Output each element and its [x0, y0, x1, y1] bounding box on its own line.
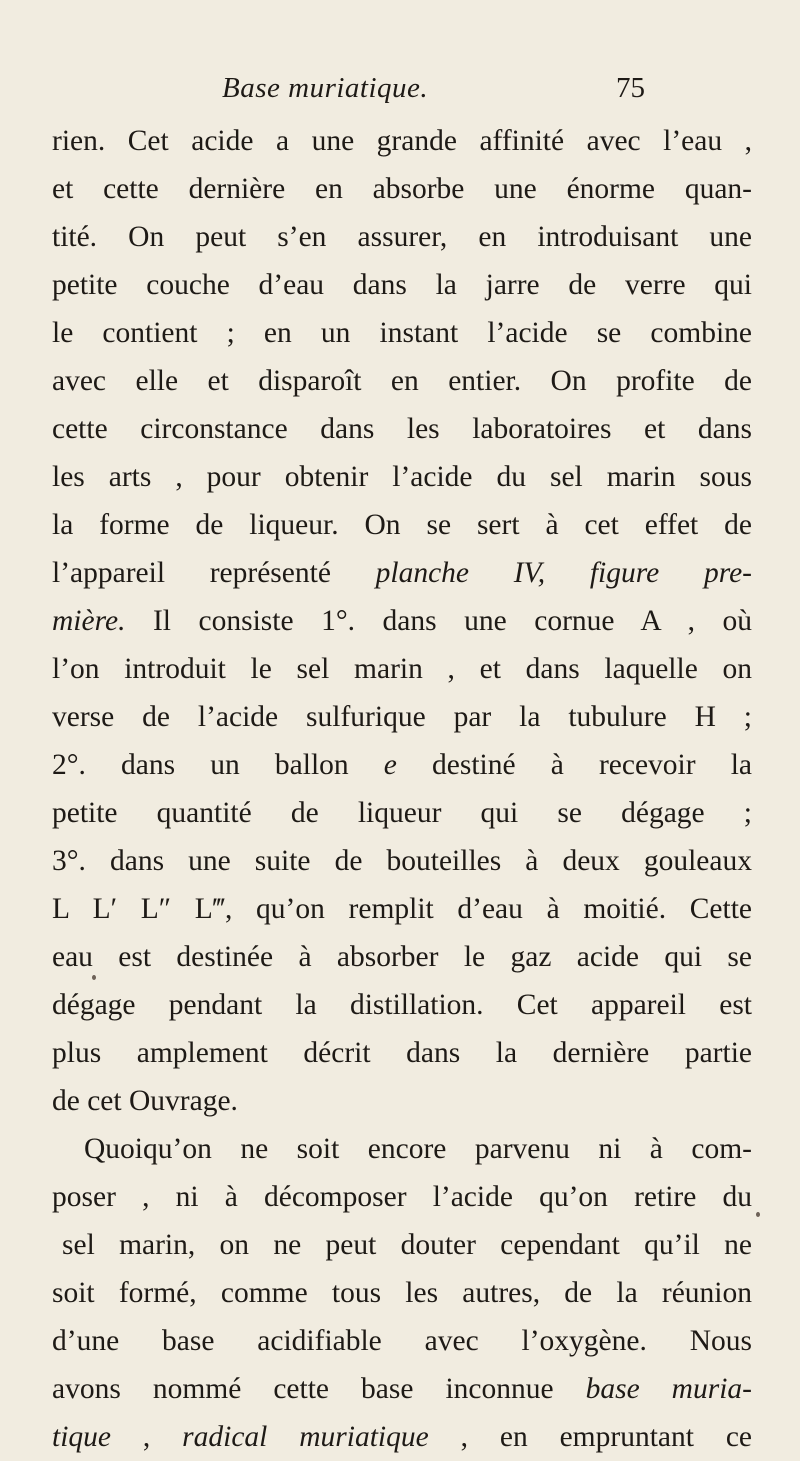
text-line — [52, 1221, 752, 1269]
text-segment: dégage pendant la distillation. Cet appareil est — [52, 989, 752, 1021]
text-segment: eau est destinée à absorber le gaz acide qui se — [52, 941, 752, 973]
text-segment: plus amplement décrit dans la dernière partie — [52, 1037, 752, 1069]
italic-text: base muria- — [585, 1373, 752, 1405]
text-line — [52, 645, 752, 693]
ink-speck — [756, 1212, 760, 1217]
text-line — [52, 1029, 752, 1077]
text-segment: les arts , pour obtenir l’acide du sel marin sous — [52, 461, 752, 493]
running-head: Base muriatique. — [222, 72, 429, 104]
text-segment: Il consiste 1°. dans une cornue A , où — [125, 605, 752, 637]
ink-speck — [92, 975, 96, 980]
text-segment: Quoiqu’on ne soit encore parvenu ni à com- — [84, 1133, 752, 1165]
text-segment: sel marin, on ne peut douter cependant qu’il ne — [62, 1229, 752, 1261]
text-segment: petite quantité de liqueur qui se dégage ; — [52, 797, 752, 829]
text-segment: l’on introduit le sel marin , et dans laquelle on — [52, 653, 752, 685]
text-segment: , — [111, 1421, 183, 1453]
text-line — [52, 213, 752, 261]
italic-text: radical muriatique — [182, 1421, 429, 1453]
text-line — [52, 1413, 752, 1461]
text-segment: cette circonstance dans les laboratoires et dans — [52, 413, 752, 445]
text-segment: 2°. dans un ballon — [52, 749, 384, 781]
text-segment: avons nommé cette base inconnue — [52, 1373, 586, 1405]
text-line — [52, 549, 752, 597]
text-line — [52, 1125, 752, 1173]
text-segment: tité. On peut s’en assurer, en introduisant une — [52, 221, 752, 253]
text-line — [52, 837, 752, 885]
text-line — [52, 1269, 752, 1317]
text-line — [52, 789, 752, 837]
italic-text: mière. — [52, 605, 126, 637]
text-line — [52, 885, 752, 933]
text-line — [52, 453, 752, 501]
text-line — [52, 501, 752, 549]
text-segment: d’une base acidifiable avec l’oxygène. Nous — [52, 1325, 752, 1357]
text-line — [52, 933, 752, 981]
body-text — [52, 117, 752, 1461]
text-line — [52, 741, 752, 789]
text-segment: avec elle et disparoît en entier. On profite de — [52, 365, 752, 397]
text-segment: l’appareil représenté — [52, 557, 376, 589]
text-line — [52, 693, 752, 741]
text-segment: poser , ni à décomposer l’acide qu’on retire du — [52, 1181, 752, 1213]
text-line — [52, 1317, 752, 1365]
text-segment: et cette dernière en absorbe une énorme quan- — [52, 173, 752, 205]
text-segment: verse de l’acide sulfurique par la tubulure H ; — [52, 701, 752, 733]
text-segment: 3°. dans une suite de bouteilles à deux gouleaux — [52, 845, 752, 877]
italic-text: tique — [52, 1421, 111, 1453]
text-line — [52, 357, 752, 405]
text-line — [52, 597, 752, 645]
text-line — [52, 405, 752, 453]
text-line — [52, 1077, 752, 1125]
text-segment: la forme de liqueur. On se sert à cet effet de — [52, 509, 752, 541]
text-segment: rien. Cet acide a une grande affinité avec l’eau , — [52, 125, 752, 157]
text-segment: L L′ L″ L‴, qu’on remplit d’eau à moitié. Cette — [52, 893, 752, 925]
page-number: 75 — [616, 72, 645, 104]
text-segment: destiné à recevoir la — [396, 749, 752, 781]
text-line — [52, 165, 752, 213]
text-segment: de cet Ouvrage. — [52, 1085, 238, 1117]
italic-text: planche IV, figure pre- — [375, 557, 752, 589]
text-segment: le contient ; en un instant l’acide se combine — [52, 317, 752, 349]
text-segment: , en empruntant ce — [428, 1421, 752, 1453]
text-segment: petite couche d’eau dans la jarre de verre qui — [52, 269, 752, 301]
italic-text: e — [383, 749, 397, 781]
text-segment: soit formé, comme tous les autres, de la réunion — [52, 1277, 752, 1309]
text-line — [52, 309, 752, 357]
text-line — [52, 981, 752, 1029]
page-header — [0, 72, 800, 112]
text-line — [52, 117, 752, 165]
text-line — [52, 261, 752, 309]
text-line — [52, 1173, 752, 1221]
